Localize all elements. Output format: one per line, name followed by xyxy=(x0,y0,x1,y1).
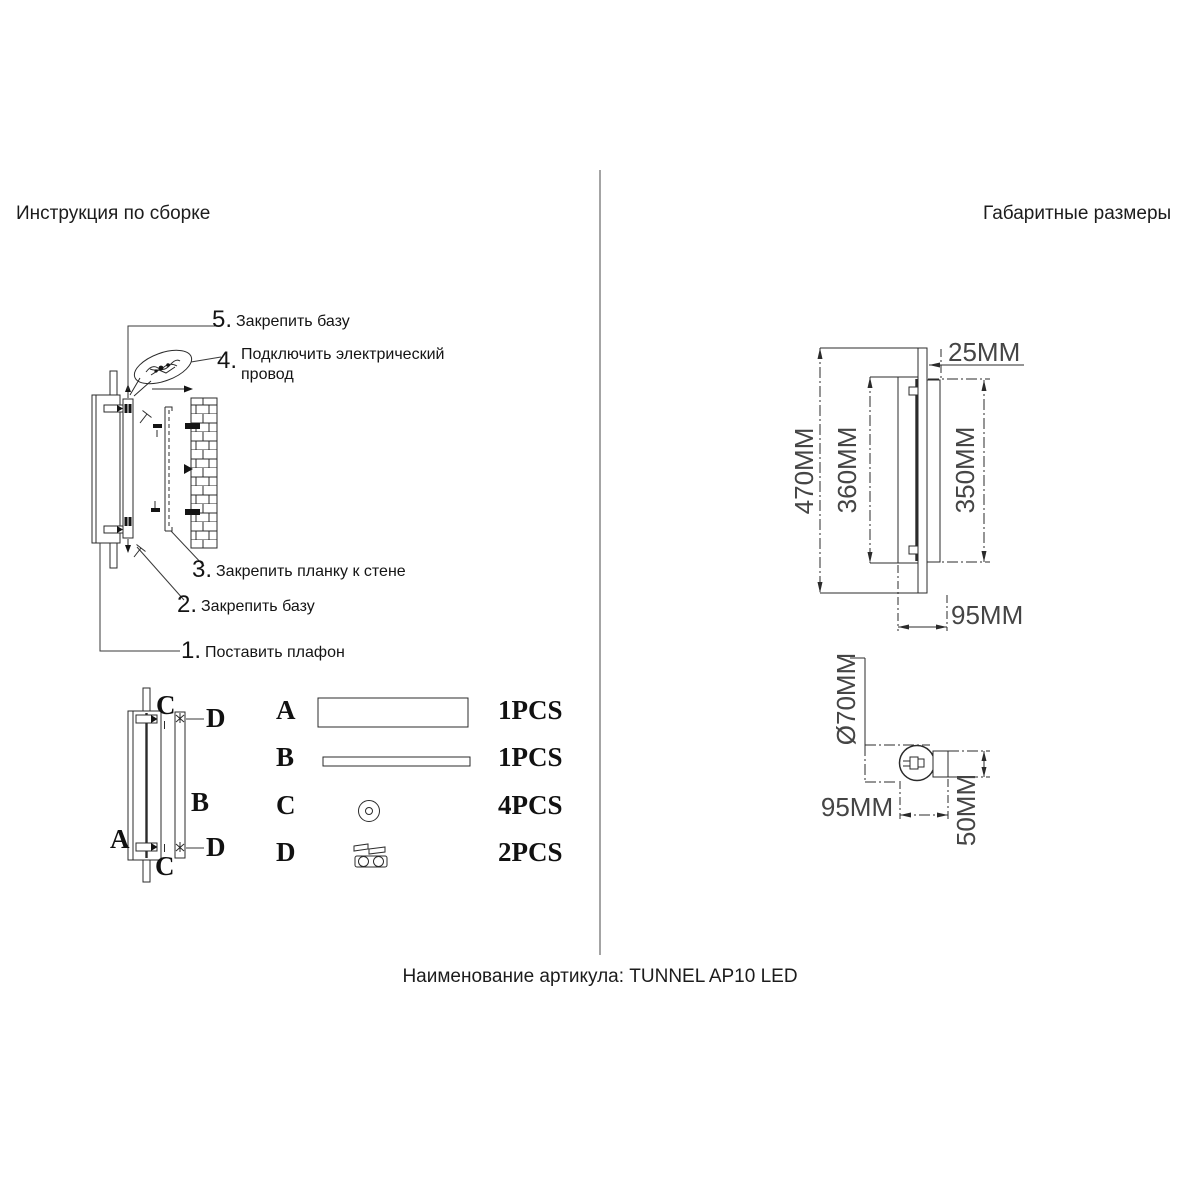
dim-diameter-70mm: Ø70MM xyxy=(831,652,861,746)
callout-letter-a: A xyxy=(110,824,130,854)
parts-shapes xyxy=(318,698,470,867)
parts-list-qty-b: 1PCS xyxy=(498,742,563,772)
callout-letter-d-top: D xyxy=(206,703,226,733)
parts-list-letter-b: B xyxy=(276,742,295,772)
side-tube xyxy=(918,348,927,593)
step-1-number: 1. xyxy=(181,637,202,664)
part-a-shape xyxy=(318,698,468,727)
parts-list-letter-a: A xyxy=(276,695,296,725)
step-3-text: Закрепить планку к стене xyxy=(216,563,406,580)
step-2-number: 2. xyxy=(177,591,198,618)
part-b-shape xyxy=(323,757,470,766)
dim-95mm-top: 95MM xyxy=(820,792,894,822)
dim-350mm: 350MM xyxy=(950,426,980,514)
callout-letter-c-bottom: C xyxy=(155,851,175,881)
dim-360mm: 360MM xyxy=(832,426,862,514)
part-d-shape xyxy=(354,844,387,867)
step-3-number: 3. xyxy=(192,556,213,583)
step-label-5 xyxy=(212,308,350,332)
wall-anchor-bottom xyxy=(185,509,200,515)
front-strip xyxy=(175,712,185,858)
parts-list-letter-d: D xyxy=(276,837,296,867)
callout-letter-b: B xyxy=(191,787,210,817)
right-section-title: Габаритные размеры xyxy=(983,203,1172,224)
side-backplate xyxy=(927,380,940,562)
left-section-title: Инструкция по сборке xyxy=(16,203,211,224)
callout-letter-d-bottom: D xyxy=(206,832,226,862)
step-5-number: 5. xyxy=(212,306,233,333)
shade xyxy=(92,395,123,543)
mounting-strip xyxy=(151,407,172,531)
step-label-3 xyxy=(192,558,406,582)
article-name-caption: Наименование артикула: TUNNEL AP10 LED xyxy=(402,966,798,987)
step-4-text: Подключить электрический провод xyxy=(241,346,445,383)
step-4-number: 4. xyxy=(217,347,238,374)
wall-bricks xyxy=(191,398,217,548)
parts-list-qty-c: 4PCS xyxy=(498,790,563,820)
direction-arrow xyxy=(152,386,193,393)
step-label-2 xyxy=(177,593,315,617)
dim-95mm-side: 95MM xyxy=(951,600,1024,630)
part-c-shape xyxy=(359,801,380,822)
step-label-1 xyxy=(181,639,345,663)
step-5-text: Закрепить базу xyxy=(236,313,350,330)
parts-list-qty-a: 1PCS xyxy=(498,695,563,725)
step-label-4 xyxy=(217,341,491,385)
step-1-text: Поставить плафон xyxy=(205,644,345,661)
screw-glyph-top xyxy=(140,411,152,424)
parts-list-qty-d: 2PCS xyxy=(498,837,563,867)
dim-25mm: 25MM xyxy=(948,337,1021,367)
parts-list-letter-c: C xyxy=(276,790,296,820)
step-2-text: Закрепить базу xyxy=(201,598,315,615)
base-plate xyxy=(123,384,133,553)
wall-anchor-top xyxy=(185,423,200,429)
dim-470mm: 470MM xyxy=(789,427,819,515)
top-backplate xyxy=(933,751,948,777)
callout-letter-c-top: C xyxy=(156,690,176,720)
dim-50mm: 50MM xyxy=(951,773,981,847)
